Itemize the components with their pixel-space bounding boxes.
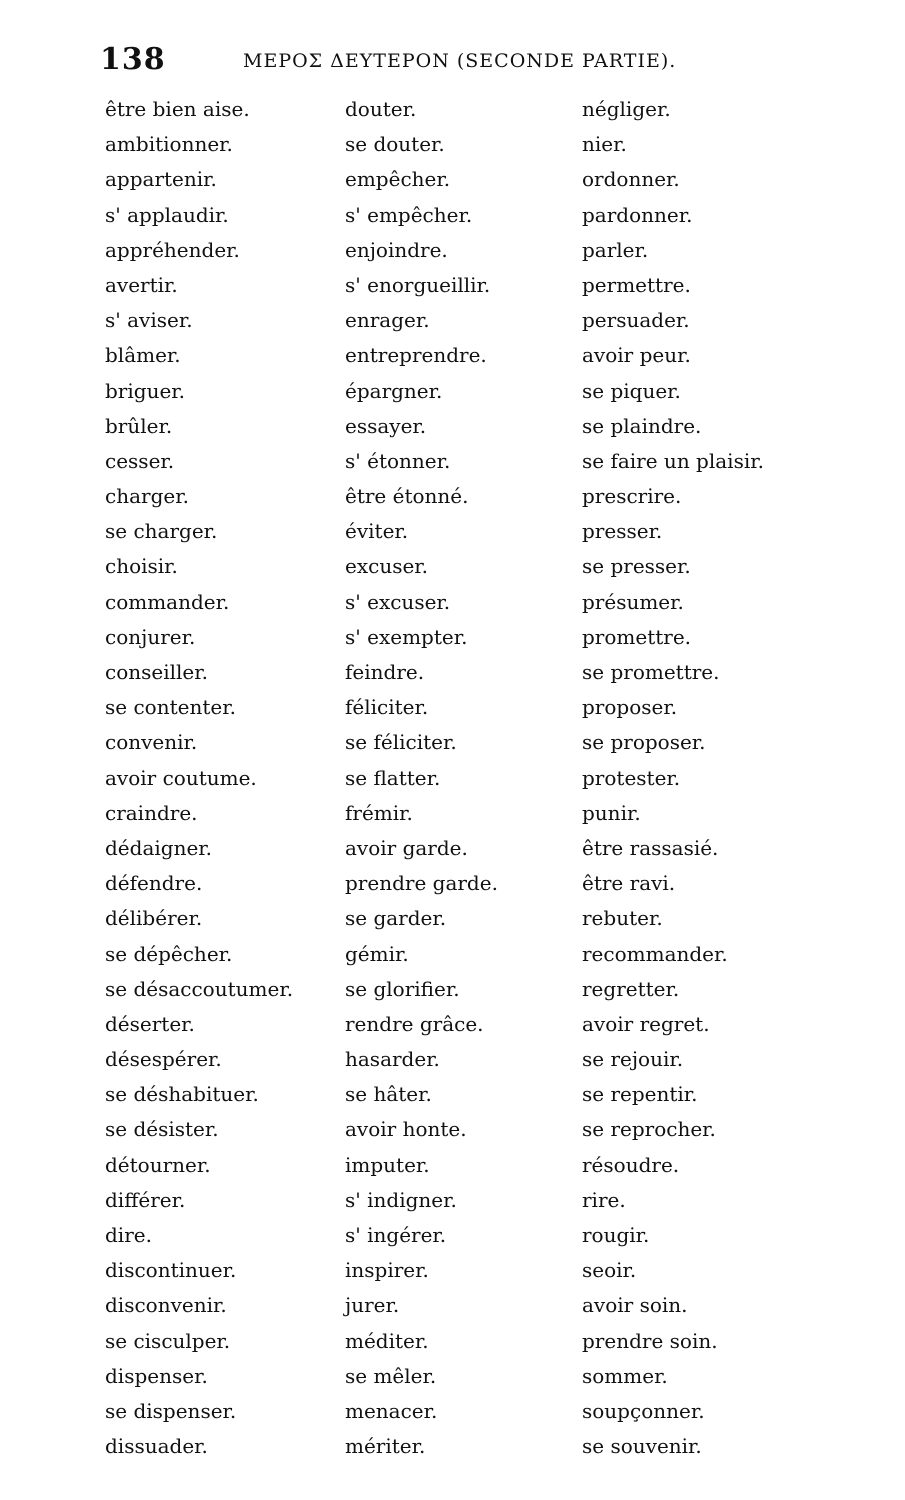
verb-entry: craindre.: [105, 800, 198, 825]
verb-entry: enrager.: [345, 308, 430, 333]
verb-entry: dire.: [105, 1223, 152, 1247]
verb-entry: rendre grâce.: [345, 1011, 484, 1036]
verb-entry: se cisculper.: [105, 1328, 231, 1353]
verb-entry: s' empêcher.: [345, 202, 473, 227]
verb-entry: se flatter.: [345, 765, 441, 790]
verb-entry: excuser.: [345, 554, 429, 579]
verb-entry: féliciter.: [345, 695, 429, 720]
verb-entry: jurer.: [345, 1293, 400, 1318]
verb-entry: s' enorgueillir.: [345, 272, 491, 297]
verb-entry: nier.: [582, 132, 627, 157]
verb-entry: négliger.: [582, 97, 671, 121]
verb-entry: appréhender.: [105, 237, 240, 262]
verb-entry: briguer.: [105, 378, 185, 403]
verb-column-2: [345, 92, 595, 1464]
verb-entry: s' indigner.: [345, 1187, 457, 1212]
verb-entry: être ravi.: [582, 871, 676, 896]
verb-entry: défendre.: [105, 871, 203, 896]
verb-entry: être bien aise.: [105, 97, 250, 121]
verb-entry: permettre.: [582, 272, 691, 297]
verb-entry: délibérer.: [105, 906, 203, 931]
verb-entry: avoir coutume.: [105, 765, 257, 790]
verb-entry: se contenter.: [105, 695, 236, 720]
verb-entry: se mêler.: [345, 1363, 437, 1388]
verb-entry: brûler.: [105, 413, 173, 438]
verb-entry: se rejouir.: [582, 1047, 684, 1072]
verb-entry: rougir.: [582, 1223, 650, 1247]
verb-entry: se repentir.: [582, 1082, 698, 1107]
verb-entry: gémir.: [345, 941, 409, 966]
verb-entry: feindre.: [345, 660, 425, 684]
verb-column-3: [582, 92, 832, 1464]
verb-entry: disconvenir.: [105, 1293, 227, 1318]
verb-entry: se douter.: [345, 132, 445, 157]
verb-entry: persuader.: [582, 308, 690, 333]
verb-entry: presser.: [582, 519, 663, 544]
verb-entry: se dispenser.: [105, 1398, 237, 1423]
verb-entry: appartenir.: [105, 167, 217, 192]
verb-entry: protester.: [582, 765, 681, 790]
verb-entry: ordonner.: [582, 167, 680, 192]
verb-entry: être étonné.: [345, 484, 469, 509]
verb-entry: éviter.: [345, 519, 409, 544]
verb-entry: rire.: [582, 1187, 626, 1212]
verb-entry: seoir.: [582, 1258, 637, 1283]
verb-entry: convenir.: [105, 730, 198, 755]
verb-entry: s' excuser.: [345, 589, 451, 614]
verb-entry: parler.: [582, 237, 649, 262]
verb-entry: se charger.: [105, 519, 218, 544]
verb-entry: ambitionner.: [105, 132, 233, 157]
verb-entry: rebuter.: [582, 906, 663, 931]
page-number: 138: [100, 42, 166, 77]
verb-entry: se désister.: [105, 1117, 219, 1142]
verb-entry: s' aviser.: [105, 308, 193, 333]
verb-entry: s' applaudir.: [105, 202, 229, 227]
verb-entry: prescrire.: [582, 484, 682, 509]
verb-entry: être rassasié.: [582, 835, 719, 860]
verb-entry: empêcher.: [345, 167, 451, 192]
verb-entry: avoir peur.: [582, 343, 691, 368]
verb-entry: avoir regret.: [582, 1011, 710, 1036]
verb-entry: douter.: [345, 97, 417, 121]
verb-entry: imputer.: [345, 1152, 430, 1177]
verb-entry: dédaigner.: [105, 835, 213, 860]
verb-entry: regretter.: [582, 976, 680, 1001]
verb-list: [105, 92, 825, 1459]
verb-entry: charger.: [105, 484, 189, 509]
verb-entry: se proposer.: [582, 730, 706, 755]
verb-entry: prendre soin.: [582, 1328, 718, 1353]
verb-entry: se féliciter.: [345, 730, 457, 755]
verb-entry: désespérer.: [105, 1047, 222, 1072]
verb-entry: cesser.: [105, 448, 175, 473]
verb-entry: discontinuer.: [105, 1258, 237, 1283]
verb-entry: se reprocher.: [582, 1117, 716, 1142]
verb-entry: soupçonner.: [582, 1398, 705, 1423]
verb-entry: punir.: [582, 800, 641, 825]
verb-entry: pardonner.: [582, 202, 693, 227]
verb-entry: se plaindre.: [582, 413, 702, 438]
verb-entry: s' ingérer.: [345, 1223, 447, 1247]
verb-entry: recommander.: [582, 941, 728, 966]
verb-entry: épargner.: [345, 378, 443, 403]
verb-entry: prendre garde.: [345, 871, 498, 896]
verb-column-1: [105, 92, 355, 1464]
running-title: ΜΕΡΟΣ ΔΕΥΤΕΡΟΝ (SECONDE PARTIE).: [243, 50, 677, 72]
page-header: [100, 42, 800, 82]
verb-entry: conjurer.: [105, 624, 196, 649]
verb-entry: inspirer.: [345, 1258, 429, 1283]
verb-entry: se glorifier.: [345, 976, 460, 1001]
verb-entry: essayer.: [345, 413, 427, 438]
verb-entry: se désaccoutumer.: [105, 976, 294, 1001]
verb-entry: proposer.: [582, 695, 678, 720]
verb-entry: avoir honte.: [345, 1117, 467, 1142]
verb-entry: se promettre.: [582, 660, 720, 684]
verb-entry: se garder.: [345, 906, 447, 931]
verb-entry: commander.: [105, 589, 230, 614]
verb-entry: s' étonner.: [345, 448, 451, 473]
verb-entry: avoir garde.: [345, 835, 468, 860]
verb-entry: se dépêcher.: [105, 941, 233, 966]
verb-entry: se souvenir.: [582, 1434, 702, 1459]
verb-entry: avertir.: [105, 272, 178, 297]
verb-entry: s' exempter.: [345, 624, 468, 649]
verb-entry: détourner.: [105, 1152, 211, 1177]
verb-entry: promettre.: [582, 624, 692, 649]
verb-entry: enjoindre.: [345, 237, 448, 262]
verb-entry: dispenser.: [105, 1363, 208, 1388]
verb-entry: avoir soin.: [582, 1293, 688, 1318]
verb-entry: entreprendre.: [345, 343, 487, 368]
verb-entry: hasarder.: [345, 1047, 440, 1072]
verb-entry: frémir.: [345, 800, 413, 825]
verb-entry: déserter.: [105, 1011, 195, 1036]
verb-entry: conseiller.: [105, 660, 208, 684]
verb-entry: sommer.: [582, 1363, 668, 1388]
verb-entry: menacer.: [345, 1398, 438, 1423]
verb-entry: résoudre.: [582, 1152, 680, 1177]
verb-entry: se faire un plaisir.: [582, 448, 764, 473]
verb-entry: se piquer.: [582, 378, 681, 403]
verb-entry: choisir.: [105, 554, 178, 579]
verb-entry: blâmer.: [105, 343, 181, 368]
verb-entry: se déshabituer.: [105, 1082, 259, 1107]
verb-entry: dissuader.: [105, 1434, 208, 1459]
verb-entry: mériter.: [345, 1434, 426, 1459]
verb-entry: se presser.: [582, 554, 691, 579]
verb-entry: méditer.: [345, 1328, 429, 1353]
verb-entry: différer.: [105, 1187, 186, 1212]
verb-entry: présumer.: [582, 589, 684, 614]
verb-entry: se hâter.: [345, 1082, 432, 1107]
